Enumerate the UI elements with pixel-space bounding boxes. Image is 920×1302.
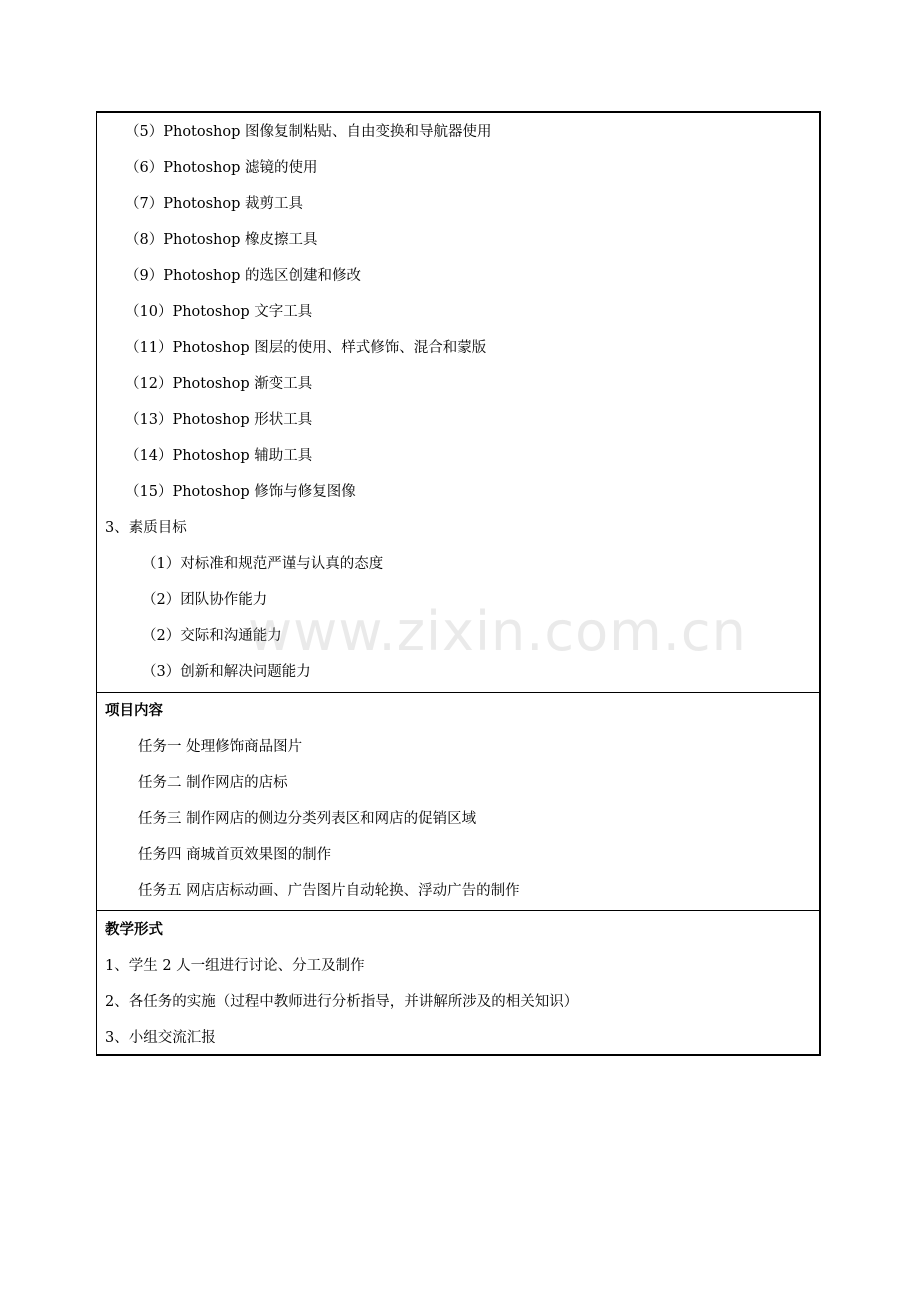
list-item: （8）Photoshop 橡皮擦工具 (125, 232, 318, 248)
list-item: （3）创新和解决问题能力 (142, 664, 311, 680)
list-item: 3、小组交流汇报 (105, 1030, 216, 1046)
section-heading: 教学形式 (105, 921, 163, 938)
objectives-section (97, 113, 819, 692)
list-item: （13）Photoshop 形状工具 (125, 412, 313, 428)
content-table (96, 111, 821, 1056)
quality-heading: 3、素质目标 (105, 520, 187, 536)
list-item: （2）交际和沟通能力 (142, 628, 282, 644)
list-item: （9）Photoshop 的选区创建和修改 (125, 268, 362, 284)
list-item: 2、各任务的实施（过程中教师进行分析指导，并讲解所涉及的相关知识） (105, 994, 579, 1010)
watermark: www.zixin.com.cn (248, 600, 747, 663)
section-heading: 项目内容 (105, 702, 163, 719)
task-item: 任务五 网店店标动画、广告图片自动轮换、浮动广告的制作 (138, 883, 520, 899)
list-item: 1、学生 2 人一组进行讨论、分工及制作 (105, 958, 365, 974)
task-item: 任务二 制作网店的店标 (138, 775, 288, 791)
list-item: （1）对标准和规范严谨与认真的态度 (142, 556, 384, 572)
list-item: （2）团队协作能力 (142, 592, 268, 608)
list-item: （15）Photoshop 修饰与修复图像 (125, 484, 356, 500)
list-item: （7）Photoshop 裁剪工具 (125, 196, 304, 212)
list-item: （10）Photoshop 文字工具 (125, 304, 313, 320)
task-item: 任务一 处理修饰商品图片 (138, 739, 303, 755)
list-item: （11）Photoshop 图层的使用、样式修饰、混合和蒙版 (125, 340, 487, 356)
list-item: （14）Photoshop 辅助工具 (125, 448, 313, 464)
list-item: （5）Photoshop 图像复制粘贴、自由变换和导航器使用 (125, 124, 492, 140)
task-item: 任务四 商城首页效果图的制作 (138, 847, 332, 863)
task-item: 任务三 制作网店的侧边分类列表区和网店的促销区域 (138, 811, 477, 827)
project-content-section (97, 692, 819, 910)
list-item: （12）Photoshop 渐变工具 (125, 376, 313, 392)
list-item: （6）Photoshop 滤镜的使用 (125, 160, 318, 176)
teaching-form-section (97, 910, 819, 1054)
